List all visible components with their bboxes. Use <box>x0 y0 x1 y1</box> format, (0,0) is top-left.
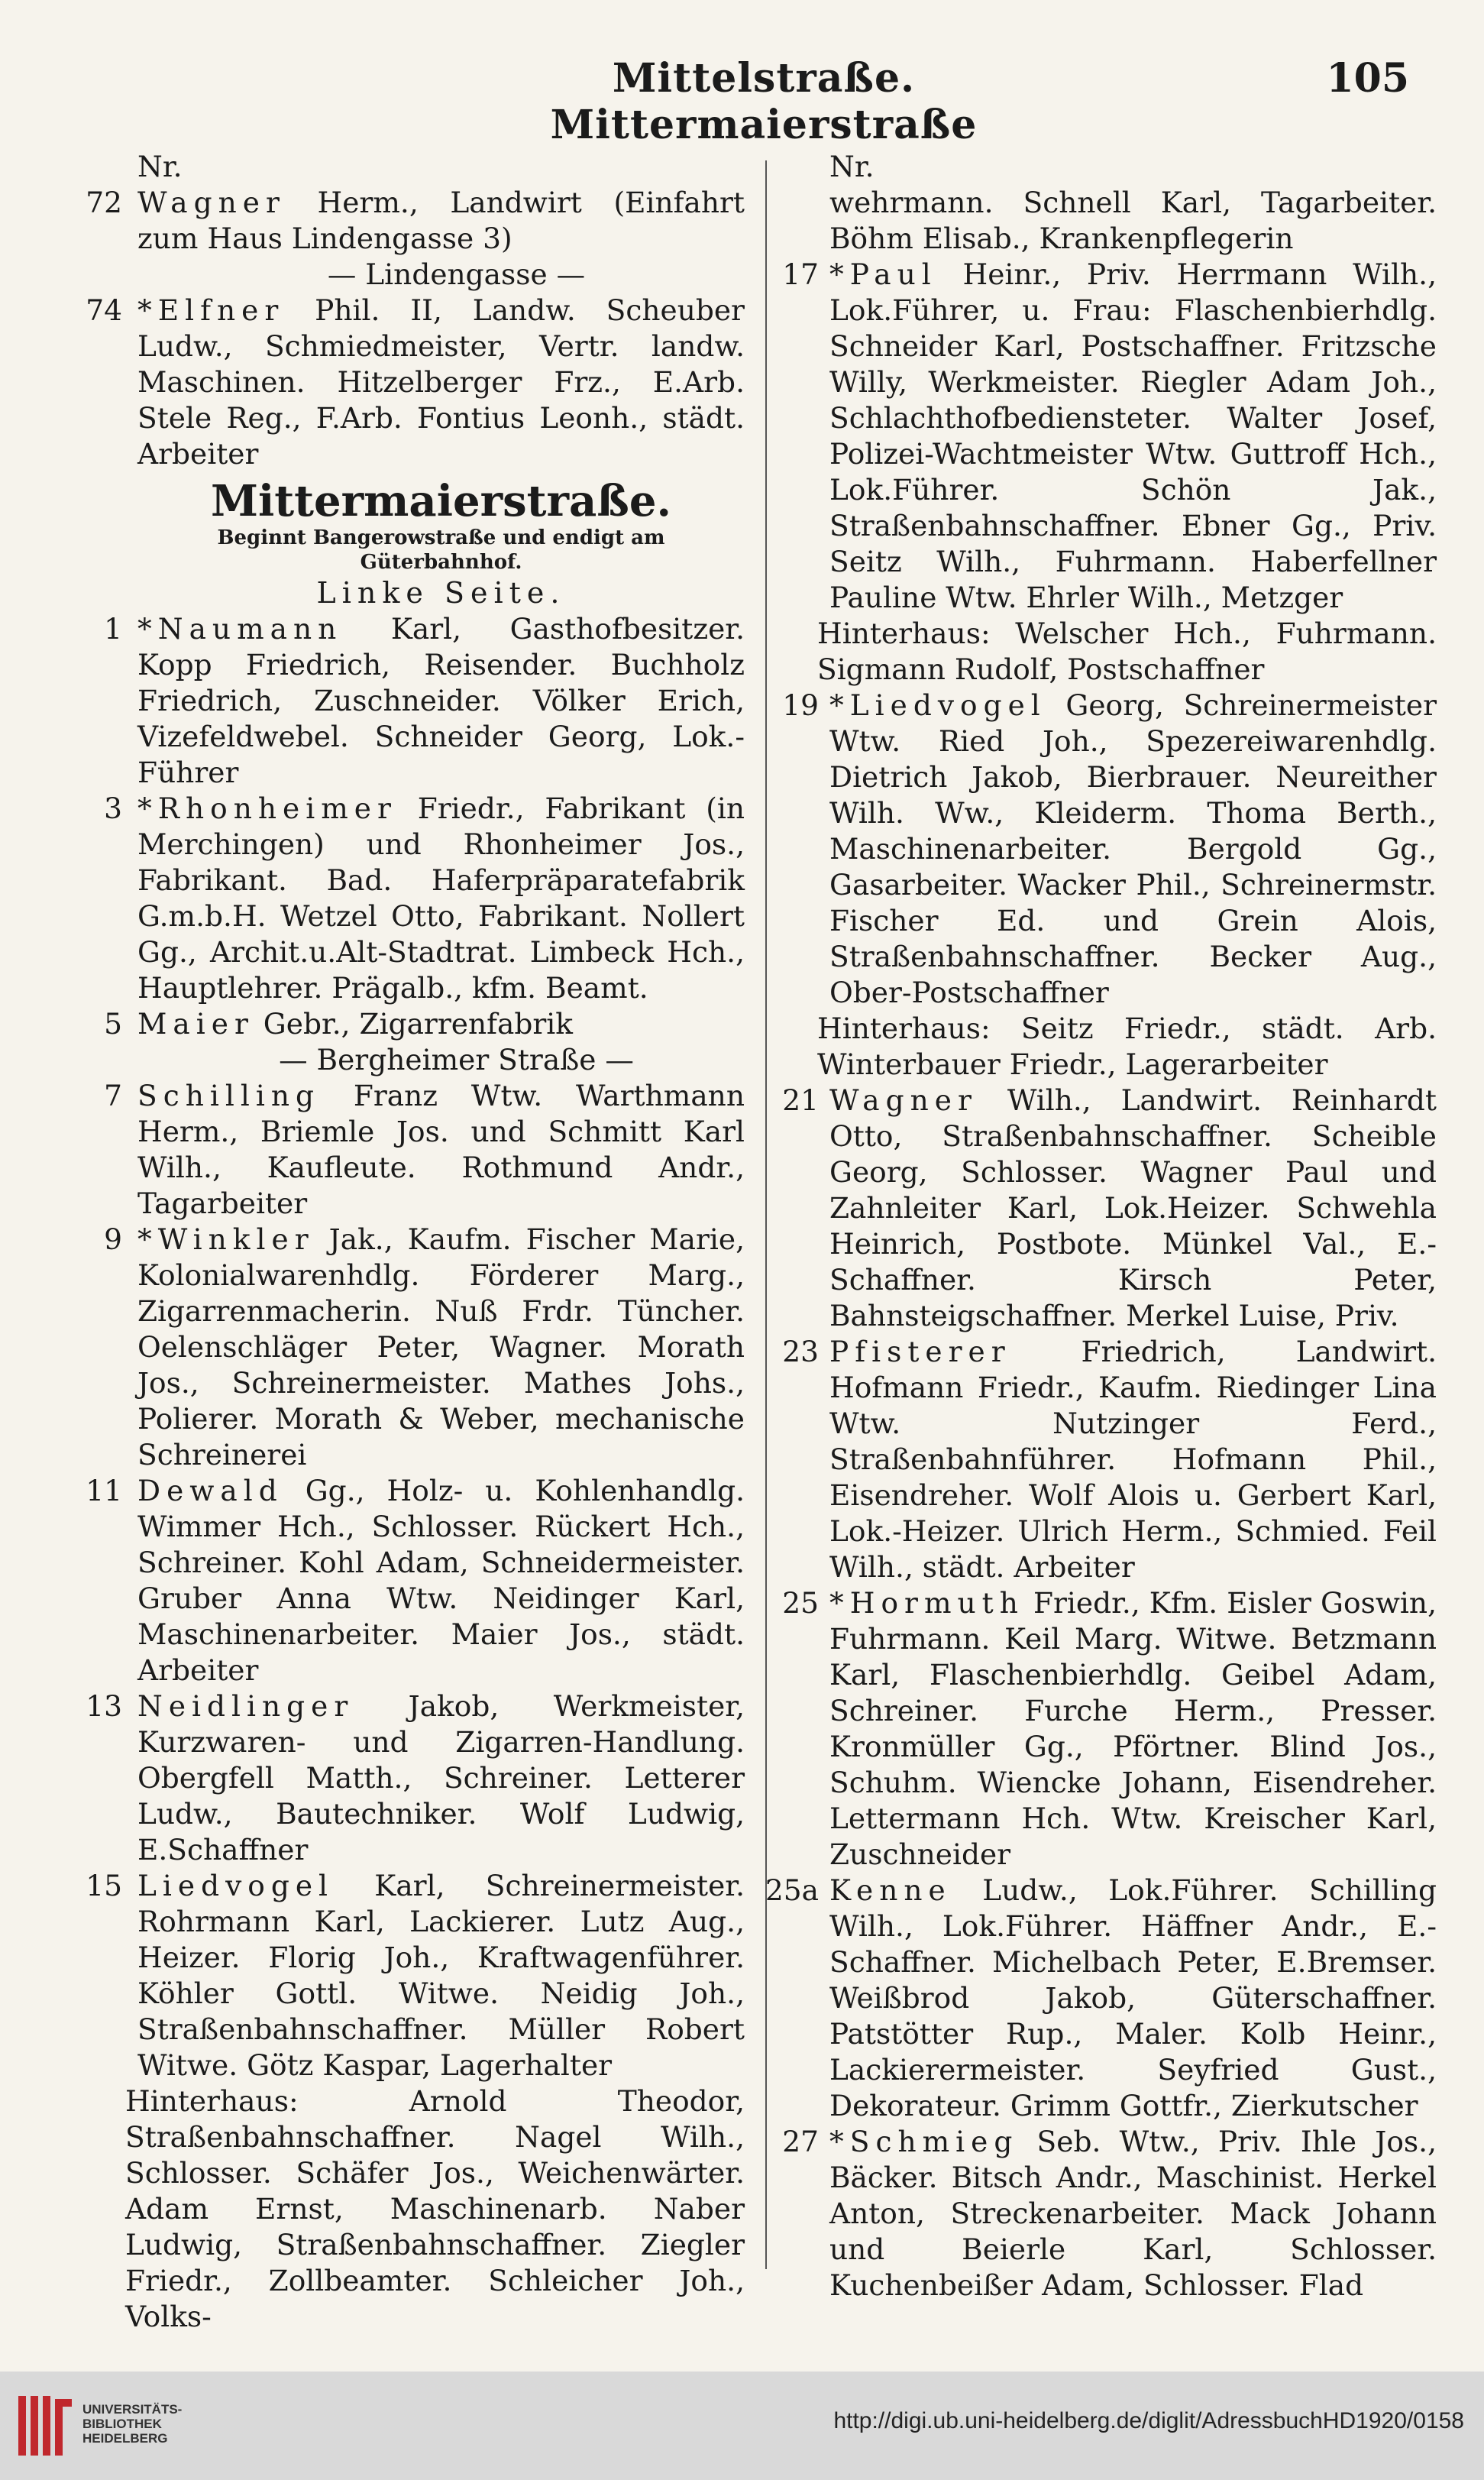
residents-text: Seb. Wtw., Priv. Ihle Jos., Bäcker. Bitsch Andr., Maschinist. Herkel Anton, Streckenarbeiter. Mack Johann und Beierle Karl, Schlosser. Kuchenbeißer Adam, Schlosser. Flad <box>829 2125 1437 2302</box>
house-number: 19 <box>782 688 819 722</box>
owner-name: Liedvogel <box>137 1869 335 1902</box>
address-entry <box>86 185 745 257</box>
address-entry <box>782 1585 1437 1873</box>
street-title: Mittermaierstraße. <box>211 476 671 526</box>
residents-text: Ludw., Lok.Führer. Schilling Wilh., Lok.Führer. Häffner Andr., E.-Schaffner. Michelbach Peter, E.Bremser. Weißbrod Jakob, Güterschaffner. Patstötter Rup., Maler. Kolb Heinr., Lackierermeister. Seyfried Gust., Dekorateur. Grimm Gottfr., Zierkutscher <box>829 1873 1437 2122</box>
residents-text: Jak., Kaufm. Fischer Marie, Kolonialwarenhdlg. Förderer Marg., Zigarrenmacherin. Nuß Frdr. Tüncher. Oelenschläger Peter, Wagner. Morath Jos., Schreinermeister. Mathes Johs., Polierer. Morath & Weber, mechanische Schreinerei <box>137 1222 745 1471</box>
house-number: 25 <box>782 1586 819 1620</box>
owner-name: Maier <box>137 1007 254 1041</box>
library-name-line: HEIDELBERG <box>82 2431 168 2446</box>
house-number: 74 <box>86 293 122 327</box>
residents-text: Heinr., Priv. Herrmann Wilh., Lok.Führer, u. Frau: Flaschenbierhdlg. Schneider Karl, Postschaffner. Fritzsche Willy, Werkmeister. Riegler Adam Joh., Schlachthofbediensteter. Walter Josef, Polizei-Wachtmeister Wtw. Guttroff Hch., Lok.Führer. Schön Jak., Straßenbahnschaffner. Ebner Gg., Priv. Seitz Wilh., Fuhrmann. Haberfellner Pauline Wtw. Ehrler Wilh., Metzger <box>829 257 1437 614</box>
cross-street: — Lindengasse — <box>327 257 586 291</box>
running-title: Mittelstraße. Mittermaierstraße <box>550 55 978 148</box>
address-entry <box>86 293 745 472</box>
residents-text: Gebr., Zigarrenfabrik <box>254 1007 574 1041</box>
house-number: 15 <box>86 1869 122 1902</box>
residents-text: Franz Wtw. Warthmann Herm., Briemle Jos. und Schmitt Karl Wilh., Kaufleute. Rothmund Andr., Tagarbeiter <box>137 1079 745 1220</box>
address-entry <box>104 1222 745 1473</box>
address-entry <box>86 1868 745 2083</box>
source-url[interactable]: http://digi.ub.uni-heidelberg.de/diglit/AdressbuchHD1920/0158 <box>833 2408 1464 2433</box>
house-number: 25a <box>765 1873 819 1907</box>
hinterhaus-entry: Hinterhaus: Seitz Friedr., städt. Arb. Winterbauer Friedr., Lagerarbeiter <box>817 1012 1437 1081</box>
owner-name: Dewald <box>137 1474 283 1507</box>
side-title: Linke Seite. <box>316 576 566 610</box>
library-name-line: BIBLIOTHEK <box>82 2417 162 2431</box>
street-description: Beginnt Bangerowstraße und endigt am <box>217 526 665 549</box>
house-number: 17 <box>782 257 819 291</box>
owner-name: *Naumann <box>137 612 343 646</box>
owner-name: Kenne <box>829 1873 952 1907</box>
hinterhaus-entry: Hinterhaus: Welscher Hch., Fuhrmann. Sigmann Rudolf, Postschaffner <box>817 617 1437 686</box>
address-entry <box>104 791 745 1006</box>
cross-street: — Bergheimer Straße — <box>279 1043 634 1077</box>
address-entry <box>782 2124 1437 2304</box>
owner-name: *Hormuth <box>829 1586 1024 1620</box>
viewer-footer <box>0 2372 1484 2480</box>
owner-name: *Rhonheimer <box>137 792 397 825</box>
residents-text: Friedr., Fabrikant (in Merchingen) und Rhonheimer Jos., Fabrikant. Bad. Haferpräparatefabrik G.m.b.H. Wetzel Otto, Fabrikant. Nollert Gg., Archit.u.Alt-Stadtrat. Limbeck Hch., Hauptlehrer. Prägalb., kfm. Beamt. <box>137 792 745 1005</box>
house-number: 5 <box>104 1007 122 1041</box>
hinterhaus-entry: Hinterhaus: Arnold Theodor, Straßenbahnschaffner. Nagel Wilh., Schlosser. Schäfer Jos., Weichenwärter. Adam Ernst, Maschinenarb. Naber Ludwig, Straßenbahnschaffner. Ziegler Friedr., Zollbeamter. Schleicher Joh., Volks- <box>125 2084 745 2333</box>
house-number: 72 <box>86 186 122 219</box>
address-entry <box>782 1083 1437 1334</box>
nr-heading: Nr. <box>829 150 875 183</box>
owner-name: Neidlinger <box>137 1689 354 1723</box>
left-column <box>86 149 745 2335</box>
address-entry <box>104 1078 745 1222</box>
page-header <box>0 0 1484 153</box>
library-logo-icon <box>15 2391 76 2460</box>
house-number: 11 <box>86 1474 122 1507</box>
residents-text: Georg, Schreinermeister Wtw. Ried Joh., Spezereiwarenhdlg. Dietrich Jakob, Bierbrauer. Neureither Wilh. Ww., Kleiderm. Thoma Berth., Maschinenarbeiter. Bergold Gg., Gasarbeiter. Wacker Phil., Schreinermstr. Fischer Ed. und Grein Alois, Straßenbahnschaffner. Becker Aug., Ober-Postschaffner <box>829 688 1437 1009</box>
residents-text: Wilh., Landwirt. Reinhardt Otto, Straßenbahnschaffner. Scheible Georg, Schlosser. Wagner Paul und Zahnleiter Karl, Lok.Heizer. Schwehla Heinrich, Postbote. Münkel Val., E.-Schaffner. Kirsch Peter, Bahnsteigschaffner. Merkel Luise, Priv. <box>829 1083 1437 1332</box>
residents-text: Phil. II, Landw. Scheuber Ludw., Schmiedmeister, Vertr. landw. Maschinen. Hitzelberger Frz., E.Arb. Stele Reg., F.Arb. Fontius Leonh., städt. Arbeiter <box>137 293 745 471</box>
address-entry <box>104 1006 745 1042</box>
library-name-line: UNIVERSITÄTS- <box>82 2402 183 2417</box>
page-number: 105 <box>1326 55 1409 102</box>
house-number: 27 <box>782 2125 819 2158</box>
house-number: 3 <box>104 792 122 825</box>
address-entry <box>782 688 1437 1011</box>
house-number: 23 <box>782 1335 819 1368</box>
continued-entry: wehrmann. Schnell Karl, Tagarbeiter. Böhm Elisab., Krankenpflegerin <box>829 186 1437 255</box>
house-number: 21 <box>782 1083 819 1117</box>
house-number: 13 <box>86 1689 122 1723</box>
address-entry <box>782 257 1437 616</box>
library-name <box>82 2402 182 2446</box>
residents-text: Gg., Holz- u. Kohlenhandlg. Wimmer Hch., Schlosser. Rückert Hch., Schreiner. Kohl Adam, Schneidermeister. Gruber Anna Wtw. Neidinger Karl, Maschinenarbeiter. Maier Jos., städt. Arbeiter <box>137 1474 745 1687</box>
address-entry <box>86 1473 745 1688</box>
nr-heading: Nr. <box>137 150 183 183</box>
owner-name: Wagner <box>137 186 286 219</box>
residents-text: Karl, Schreinermeister. Rohrmann Karl, Lackierer. Lutz Aug., Heizer. Florig Joh., Kraftwagenführer. Köhler Gottl. Witwe. Neidig Joh., Straßenbahnschaffner. Müller Robert Witwe. Götz Kaspar, Lagerhalter <box>137 1869 745 2082</box>
residents-text: Friedrich, Landwirt. Hofmann Friedr., Kaufm. Riedinger Lina Wtw. Nutzinger Ferd., Straßenbahnführer. Hofmann Phil., Eisendreher. Wolf Alois u. Gerbert Karl, Lok.-Heizer. Ulrich Herm., Schmied. Feil Wilh., städt. Arbeiter <box>829 1335 1437 1584</box>
right-column <box>765 149 1437 2304</box>
residents-text: Friedr., Kfm. Eisler Goswin, Fuhrmann. Keil Marg. Witwe. Betzmann Karl, Flaschenbierhdlg. Geibel Adam, Schreiner. Furche Herm., Presser. Kronmüller Gg., Pförtner. Blind Jos., Schuhm. Wiencke Johann, Eisendreher. Lettermann Hch. Wtw. Kreischer Karl, Zuschneider <box>829 1586 1437 1871</box>
house-number: 1 <box>104 612 122 646</box>
address-entry <box>782 1334 1437 1585</box>
owner-name: *Paul <box>829 257 937 291</box>
street-description: Güterbahnhof. <box>360 551 522 574</box>
residents-text: Herm., Landwirt (Einfahrt zum Haus Lindengasse 3) <box>137 186 745 255</box>
owner-name: *Liedvogel <box>829 688 1046 722</box>
address-entry <box>104 611 745 791</box>
owner-name: Pfisterer <box>829 1335 1011 1368</box>
address-entry <box>86 1688 745 1868</box>
owner-name: *Elfner <box>137 293 285 327</box>
column-divider <box>765 160 767 2269</box>
residents-text: Jakob, Werkmeister, Kurzwaren- und Zigarren-Handlung. Obergfell Matth., Schreiner. Letterer Ludw., Bautechniker. Wolf Ludwig, E.Schaffner <box>137 1689 745 1866</box>
owner-name: *Schmieg <box>829 2125 1019 2158</box>
address-entry <box>765 1873 1437 2124</box>
owner-name: *Winkler <box>137 1222 315 1256</box>
owner-name: Wagner <box>829 1083 978 1117</box>
owner-name: Schilling <box>137 1079 320 1112</box>
residents-text: Karl, Gasthofbesitzer. Kopp Friedrich, Reisender. Buchholz Friedrich, Zuschneider. Völker Erich, Vizefeldwebel. Schneider Georg, Lok.-Führer <box>137 612 745 789</box>
house-number: 9 <box>104 1222 122 1256</box>
house-number: 7 <box>104 1079 122 1112</box>
